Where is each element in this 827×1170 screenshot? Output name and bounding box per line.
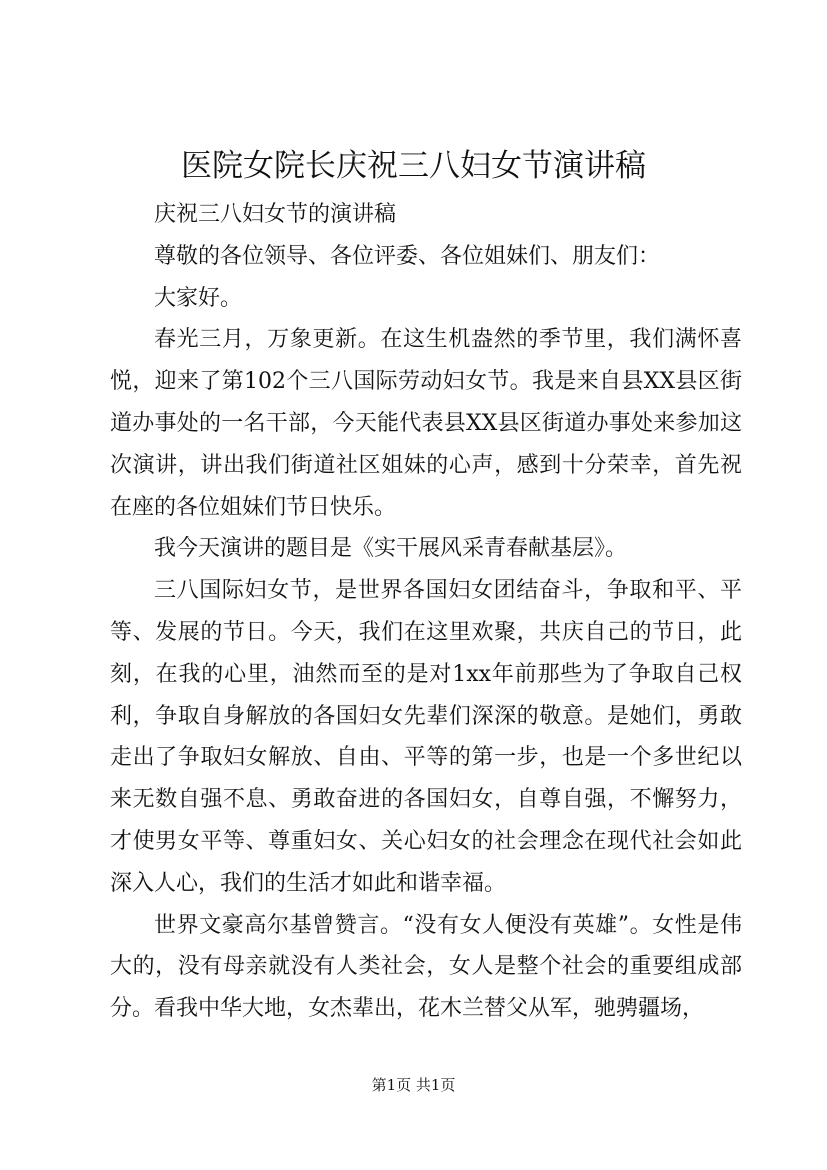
paragraph-intro: 春光三月，万象更新。在这生机盎然的季节里，我们满怀喜悦，迎来了第102个三八国际劳动妇女节。我是来自县XX县区街道办事处的一名干部，今天能代表县XX县区街道办事处来参加这次演讲，讲出我们街道社区姐妹的心声，感到十分荣幸，首先祝在座的各位姐妹们节日快乐。 (110, 327, 742, 520)
paragraph-topic: 我今天演讲的题目是《实干展风采青春献基层》。 (154, 536, 628, 562)
paragraph-quote: 世界文豪高尔基曾赞言。“没有女人便没有英雄”。女性是伟大的，没有母亲就没有人类社会，女人是整个社会的重要组成部分。看我中华大地，女杰辈出，花木兰替父从军，驰骋疆场， (110, 912, 742, 1022)
document-title: 医院女院长庆祝三八妇女节演讲稿 (181, 148, 646, 184)
paragraph-history: 三八国际妇女节，是世界各国妇女团结奋斗，争取和平、平等、发展的节日。今天，我们在这里欢聚，共庆自己的节日，此刻，在我的心里，油然而至的是对1xx年前那些为了争取自己权利，争取自身解放的各国妇女先辈们深深的敬意。是她们，勇敢走出了争取妇女解放、自由、平等的第一步，也是一个多世纪以来无数自强不息、勇敢奋进的各国妇女，自尊自强，不懈努力，才使男女平等、尊重妇女、关心妇女的社会理念在现代社会如此深入人心，我们的生活才如此和谐幸福。 (110, 578, 742, 896)
page-number-footer: 第1页 共1页 (371, 1076, 456, 1094)
paragraph-salutation: 尊敬的各位领导、各位评委、各位姐妹们、朋友们： (154, 243, 661, 269)
paragraph-subtitle: 庆祝三八妇女节的演讲稿 (154, 202, 397, 227)
paragraph-greeting: 大家好。 (154, 285, 243, 311)
document-body (110, 194, 742, 1030)
